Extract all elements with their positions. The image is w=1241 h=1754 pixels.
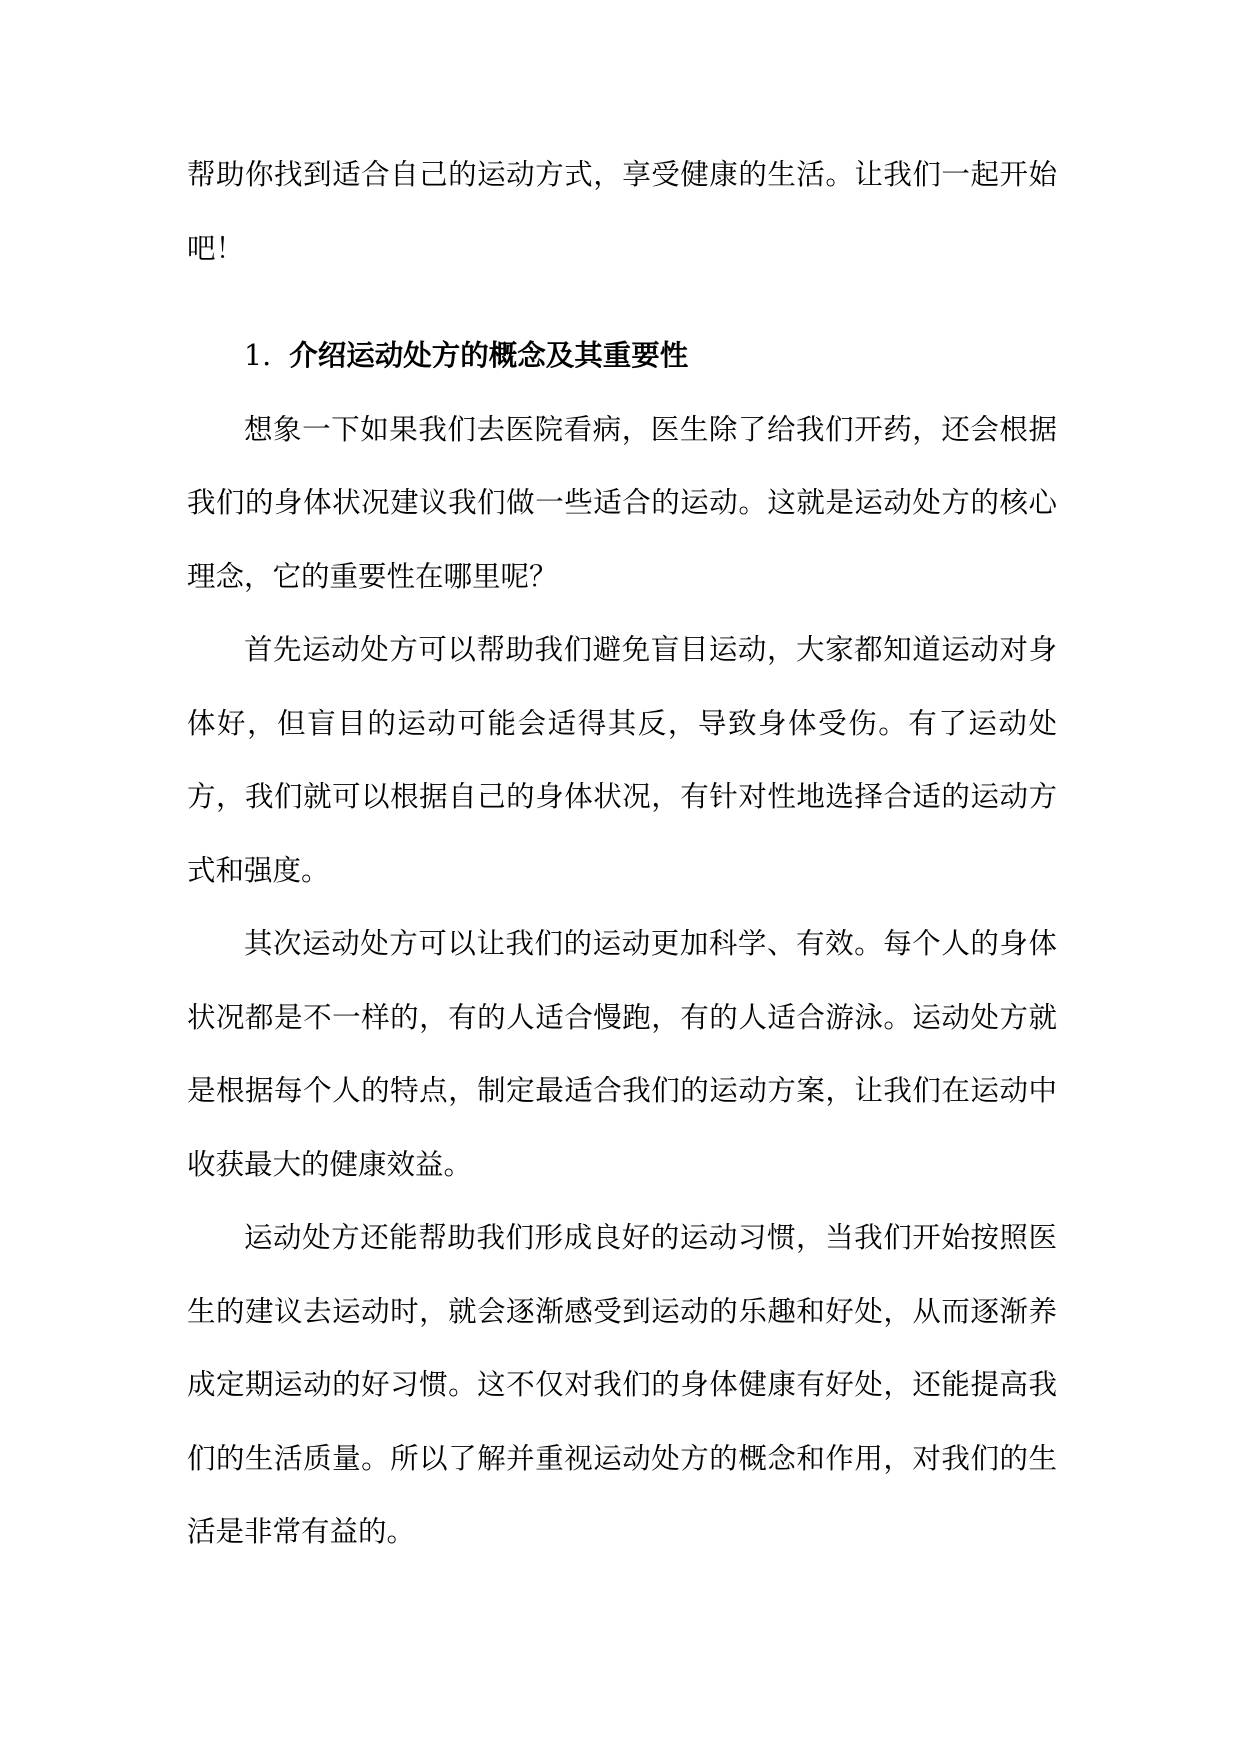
body-paragraph-3: 其次运动处方可以让我们的运动更加科学、有效。每个人的身体状况都是不一样的，有的人适合慢跑，有的人适合游泳。运动处方就是根据每个人的特点，制定最适合我们的运动方案，让我们在运动中收获最大的健康效益。 bbox=[187, 927, 1057, 1181]
section-title: 介绍运动处方的概念及其重要性 bbox=[289, 338, 689, 372]
body-paragraph-2: 首先运动处方可以帮助我们避免盲目运动，大家都知道运动对身体好，但盲目的运动可能会适得其反，导致身体受伤。有了运动处方，我们就可以根据自己的身体状况，有针对性地选择合适的运动方式和强度。 bbox=[187, 633, 1057, 887]
section-number: 1. bbox=[244, 339, 272, 372]
body-paragraph-1: 想象一下如果我们去医院看病，医生除了给我们开药，还会根据我们的身体状况建议我们做一些适合的运动。这就是运动处方的核心理念，它的重要性在哪里呢？ bbox=[187, 412, 1057, 593]
body-paragraph-4: 运动处方还能帮助我们形成良好的运动习惯，当我们开始按照医生的建议去运动时，就会逐渐感受到运动的乐趣和好处，从而逐渐养成定期运动的好习惯。这不仅对我们的身体健康有好处，还能提高我们的生活质量。所以了解并重视运动处方的概念和作用，对我们的生活是非常有益的。 bbox=[187, 1221, 1057, 1548]
document-body bbox=[187, 138, 1057, 1569]
section-heading bbox=[187, 319, 1057, 393]
intro-paragraph: 帮助你找到适合自己的运动方式，享受健康的生活。让我们一起开始吧！ bbox=[187, 158, 1057, 265]
